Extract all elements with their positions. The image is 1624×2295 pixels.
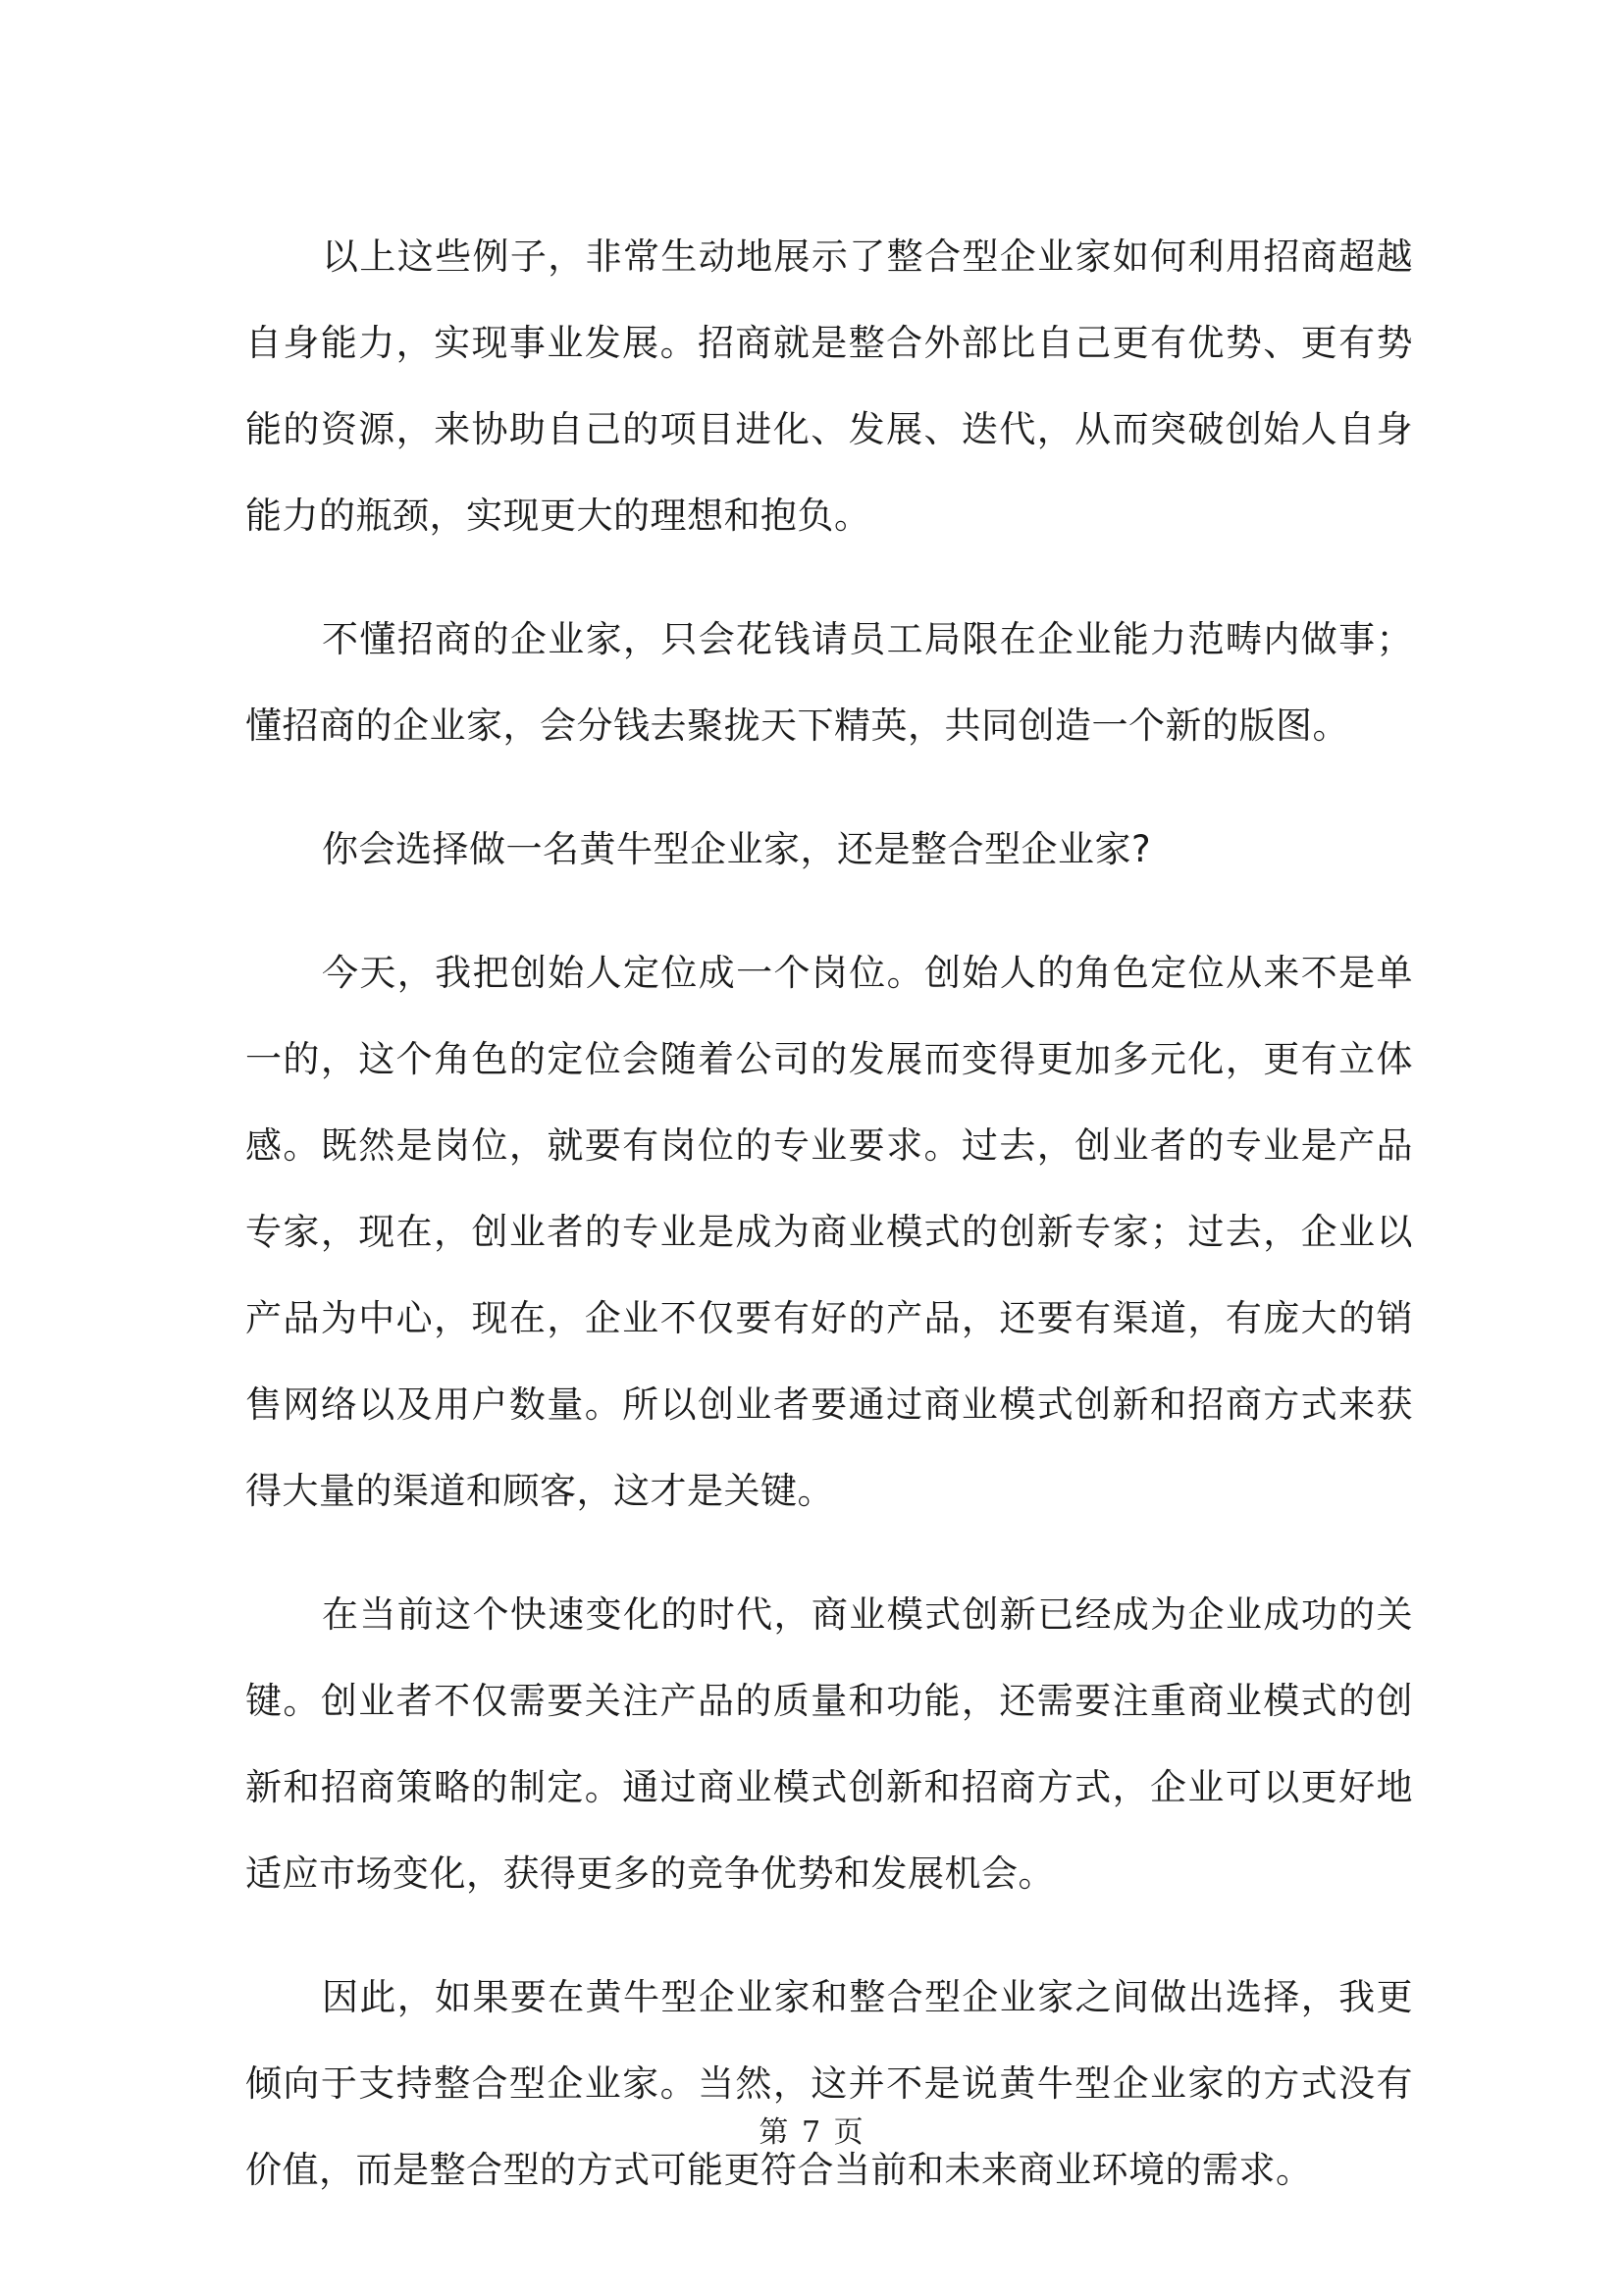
paragraph-6: 因此，如果要在黄牛型企业家和整合型企业家之间做出选择，我更倾向于支持整合型企业家。当然，这并不是说黄牛型企业家的方式没有价值，而是整合型的方式可能更符合当前和未来商业环境的需求。 [245, 1976, 1413, 2191]
document-body [245, 214, 1413, 2251]
paragraph-1: 以上这些例子，非常生动地展示了整合型企业家如何利用招商超越自身能力，实现事业发展。招商就是整合外部比自己更有优势、更有势能的资源，来协助自己的项目进化、发展、迭代，从而突破创始人自身能力的瓶颈，实现更大的理想和抱负。 [245, 235, 1413, 537]
paragraph-2: 不懂招商的企业家，只会花钱请员工局限在企业能力范畴内做事；懂招商的企业家，会分钱去聚拢天下精英，共同创造一个新的版图。 [245, 618, 1413, 747]
paragraph-5: 在当前这个快速变化的时代，商业模式创新已经成为企业成功的关键。创业者不仅需要关注产品的质量和功能，还需要注重商业模式的创新和招商策略的制定。通过商业模式创新和招商方式，企业可以更好地适应市场变化，获得更多的竞争优势和发展机会。 [245, 1593, 1413, 1895]
paragraph-4: 今天，我把创始人定位成一个岗位。创始人的角色定位从来不是单一的，这个角色的定位会随着公司的发展而变得更加多元化，更有立体感。既然是岗位，就要有岗位的专业要求。过去，创业者的专业是产品专家，现在，创业者的专业是成为商业模式的创新专家；过去，企业以产品为中心，现在，企业不仅要有好的产品，还要有渠道，有庞大的销售网络以及用户数量。所以创业者要通过商业模式创新和招商方式来获得大量的渠道和顾客，这才是关键。 [245, 952, 1413, 1512]
paragraph-3: 你会选择做一名黄牛型企业家，还是整合型企业家? [322, 828, 1152, 870]
page-number-footer: 第 7 页 [759, 2115, 865, 2150]
